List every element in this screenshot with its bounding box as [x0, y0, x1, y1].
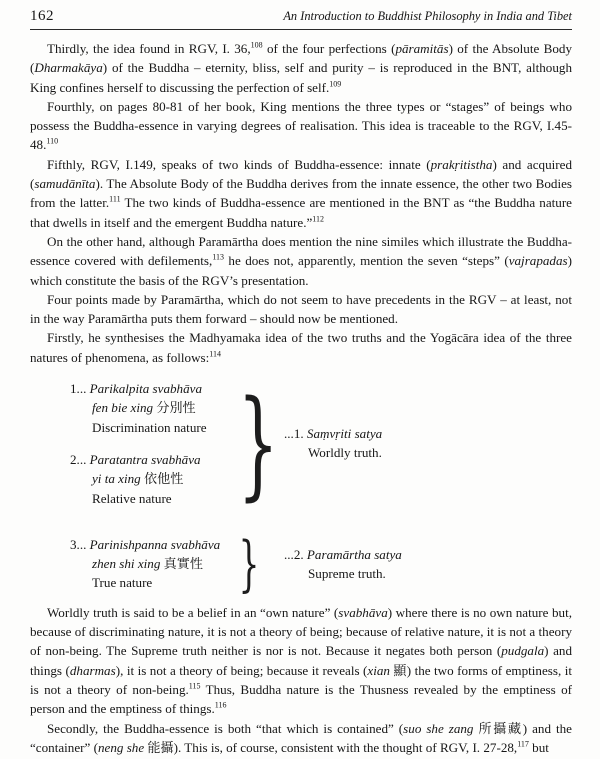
page-body: [30, 39, 572, 757]
diagram-line: Supreme truth.: [308, 565, 386, 581]
diagram-group-worldly-truth: [70, 374, 572, 513]
page-header: [30, 8, 572, 25]
diagram-line: zhen shi xing 真實性: [92, 556, 203, 572]
diagram-line: Discrimination nature: [92, 419, 207, 435]
para-fifthly: Fifthly, RGV, I.149, speaks of two kinds of Buddha-essence: innate (prakṛitistha) and acquired (samudānīta). The Absolute Body of the Buddha derives from the innate essence, the other two Bodies from the latter.$^{111}$ The two kinds of Buddha-essence are mentioned in the BNT as “the Buddha nature that dwells in itself and the emergent Buddha nature.”$^{112}$: [30, 156, 573, 230]
diagram-result-worldly-truth: [284, 424, 382, 463]
para-four-points: Four points made by Paramārtha, which do not seem to have precedents in the RGV – at least, not in the way Paramārtha puts them forward – should now be mentioned.: [30, 291, 572, 327]
page-number: 162: [30, 8, 54, 24]
curly-brace-1: }: [237, 374, 279, 513]
diagram-line: 1... Parikalpita svabhāva: [70, 381, 203, 397]
three-natures-two-truths-diagram: [30, 374, 572, 599]
diagram-result-supreme-truth: [284, 545, 402, 584]
diagram-line: 3... Parinishpanna svabhāva: [70, 536, 221, 552]
diagram-group-supreme-truth: [70, 528, 572, 599]
diagram-line: True nature: [92, 575, 153, 591]
header-rule: [30, 29, 572, 30]
curly-brace-2: }: [238, 528, 260, 599]
diagram-line: Worldly truth.: [308, 445, 382, 461]
diagram-item-relative-nature: [70, 450, 228, 508]
para-worldly-truth: Worldly truth is said to be a belief in an “own nature” (svabhāva) where there is no own nature but, because of discriminating nature, it is not a theory of being; because of relative nature, it is not a theory of non-being. The Supreme truth neither is nor is not. Because it negates both person (pudgala) and things (dharmas), it is not a theory of being; because it reveals (xian 顯) the two forms of emptiness, it is not a theory of non-being.$^{115}$ Thus, Buddha nature is the Thusness revealed by the emptiness of person and the emptiness of things.$^{116}$: [30, 604, 572, 717]
para-thirdly: Thirdly, the idea found in RGV, I. 36,$^{108}$ of the four perfections (pāramitās) of the Absolute Body (Dharmakāya) of the Buddha – eternity, bliss, self and purity – is reproduced in the BNT, although King confines herself to discussing the perfection of self.$^{109}$: [30, 40, 572, 95]
para-firstly: Firstly, he synthesises the Madhyamaka idea of the two truths and the Yogācāra idea of the three natures of phenomena, as follows:$^{114}$: [30, 330, 572, 365]
diagram-left-column-2: [70, 535, 228, 593]
diagram-line: ...1. Saṃvṛiti satya: [284, 426, 383, 442]
diagram-line: Relative nature: [92, 490, 172, 506]
diagram-line: ...2. Paramārtha satya: [284, 546, 402, 562]
para-on-the-other-hand: On the other hand, although Paramārtha does mention the nine similes which illustrate the Buddha-essence covered with defilements,$^{113}$ he does not, apparently, mention the seven “steps” (vajrapadas) which constitute the basis of the RGV’s presentation.: [30, 233, 572, 288]
diagram-line: yi ta xing 依他性: [92, 471, 184, 487]
diagram-item-discrimination-nature: [70, 379, 228, 437]
diagram-line: 2... Paratantra svabhāva: [70, 451, 201, 467]
diagram-item-true-nature: [70, 535, 228, 593]
running-title: An Introduction to Buddhist Philosophy in India and Tibet: [283, 9, 572, 23]
diagram-line: fen bie xing 分別性: [92, 400, 196, 416]
para-fourthly: Fourthly, on pages 80-81 of her book, King mentions the three types or “stages” of beings who possess the Buddha-essence in varying degrees of realisation. This idea is traceable to the RGV, I.45-48.$^{110}$: [30, 98, 572, 153]
diagram-left-column-1: [70, 379, 228, 508]
para-secondly: Secondly, the Buddha-essence is both “that which is contained” (suo she zang 所攝藏) and the “container” (neng she 能攝). This is, of course, consistent with the thought of RGV, I. 27-28,$^{117}$ but: [30, 720, 572, 755]
